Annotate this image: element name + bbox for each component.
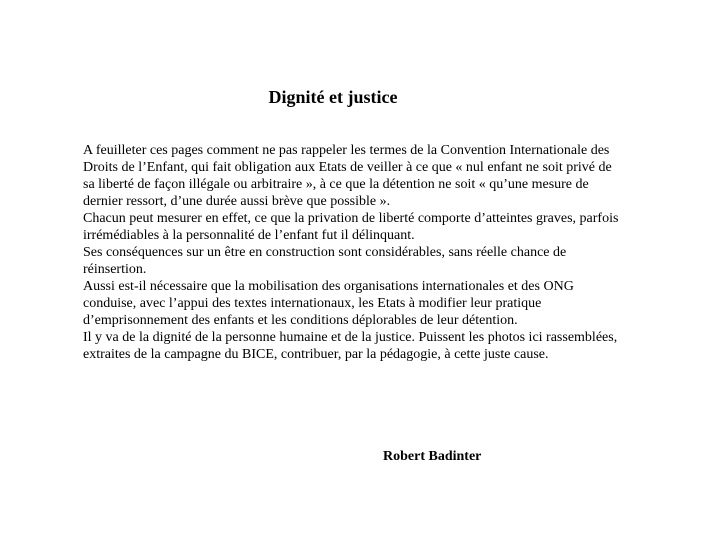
author-signature: Robert Badinter (383, 449, 482, 464)
paragraph-privation: Chacun peut mesurer en effet, ce que la privation de liberté comporte d’atteintes graves, parfois irrémédiables à la personnalité de l’enfant fut il délinquant. (83, 211, 619, 243)
document-title: Dignité et justice (268, 87, 398, 107)
document-body (83, 142, 623, 363)
paragraph-consequences: Ses conséquences sur un être en construction sont considérables, sans réelle chance de réinsertion. (83, 245, 567, 277)
paragraph-convention: A feuilleter ces pages comment ne pas rappeler les termes de la Convention Internationale des Droits de l’Enfant, qui fait obligation aux Etats de veiller à ce que « nul enfant ne soit privé de sa liberté de façon illégale ou arbitraire », à ce que la détention ne soit « qu’une mesure de dernier ressort, d’une durée aussi brève que possible ». (83, 143, 612, 209)
paragraph-dignite: Il y va de la dignité de la personne humaine et de la justice. Puissent les photos ici rassemblées, extraites de la campagne du BICE, contribuer, par la pédagogie, à cette juste cause. (83, 330, 618, 362)
paragraph-mobilisation: Aussi est-il nécessaire que la mobilisation des organisations internationales et des ONG conduise, avec l’appui des textes internationaux, les Etats à modifier leur pratique d’emprisonnement des enfants et les conditions déplorables de leur détention. (83, 279, 574, 328)
